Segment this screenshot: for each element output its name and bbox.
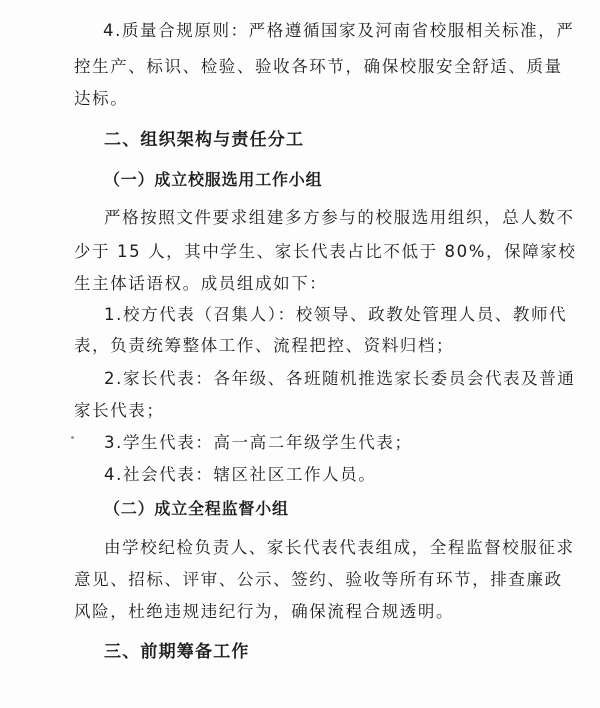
item4-line-3: 达标。 (74, 89, 129, 108)
item4-line-2: 控生产、标识、检验、验收各环节，确保校服安全舒适、质量 (74, 57, 563, 76)
member-item-3: 3.学生代表：高一高二年级学生代表； (104, 433, 413, 452)
subsection-heading-1: （一）成立校服选用工作小组 (104, 170, 323, 189)
member-item-1-line-2: 表，负责统筹整体工作、流程把控、资料归档； (74, 336, 455, 355)
item4-line-1: 4.质量合规原则：严格遵循国家及河南省校服相关标准，严 (103, 21, 575, 40)
member-item-2-line-1: 2.家长代表：各年级、各班随机推选家长委员会代表及普通 (104, 369, 576, 388)
paragraph-line: 意见、招标、评审、公示、签约、验收等所有环节，排查廉政 (74, 570, 563, 589)
paragraph-line: 由学校纪检负责人、家长代表代表组成，全程监督校服征求 (104, 538, 575, 557)
section-heading-3: 三、前期筹备工作 (104, 642, 250, 662)
paragraph-line: 严格按照文件要求组建多方参与的校服选用组织，总人数不 (104, 208, 575, 227)
member-item-2-line-2: 家长代表； (74, 401, 165, 420)
member-item-4: 4.社会代表：辖区社区工作人员。 (104, 465, 377, 484)
scan-speck (71, 436, 74, 439)
paragraph-line: 生主体话语权。成员组成如下： (74, 274, 328, 293)
paragraph-line: 风险，杜绝违规违纪行为，确保流程合规透明。 (74, 602, 455, 621)
subsection-heading-2: （二）成立全程监督小组 (104, 499, 289, 518)
paragraph-line: 少于 15 人，其中学生、家长代表占比不低于 80%，保障家校 (74, 242, 577, 261)
section-heading-2: 二、组织架构与责任分工 (104, 130, 305, 150)
member-item-1-line-1: 1.校方代表（召集人）：校领导、政教处管理人员、教师代 (104, 305, 568, 324)
